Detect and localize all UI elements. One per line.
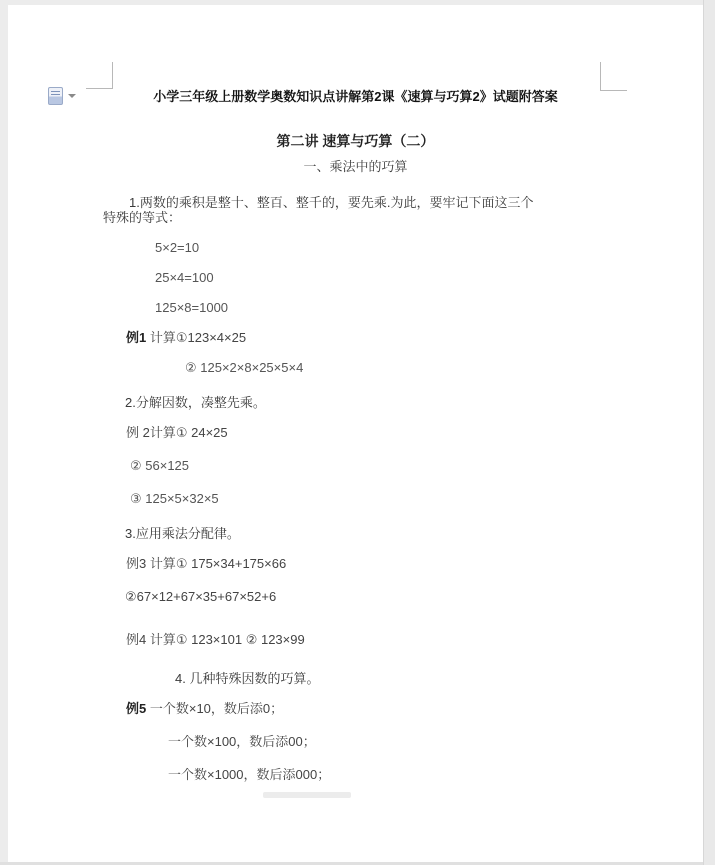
doc-line: 例4 计算① 123×101 ② 123×99 — [126, 632, 305, 647]
doc-line: 一个数×1000，数后添000； — [168, 767, 331, 782]
doc-line: 5×2=10 — [155, 240, 200, 255]
doc-line: ② 125×2×8×25×5×4 — [185, 360, 304, 375]
doc-line: 特殊的等式： — [103, 210, 182, 225]
doc-line: ③ 125×5×32×5 — [130, 491, 219, 506]
document-title: 小学三年级上册数学奥数知识点讲解第2课《速算与巧算2》试题附答案 — [153, 89, 558, 104]
lecture-heading: 第二讲 速算与巧算（二） — [276, 133, 435, 149]
window-edge-right — [703, 0, 715, 865]
text-boundary-mark-top-right — [600, 62, 628, 91]
doc-line: ② 56×125 — [130, 458, 190, 473]
document-page — [8, 5, 704, 862]
document-body — [8, 195, 703, 798]
doc-line: 例1 计算①123×4×25 — [126, 330, 247, 345]
doc-line: 2.分解因数，凑整先乘。 — [125, 395, 266, 410]
text-boundary-mark-top-left — [86, 62, 113, 89]
doc-line: ②67×12+67×35+67×52+6 — [125, 589, 277, 604]
chevron-down-icon — [68, 94, 76, 98]
paste-options-button[interactable] — [48, 83, 88, 109]
doc-line: 1.两数的乘积是整十、整百、整千的，要先乘.为此，要牢记下面这三个 — [129, 195, 534, 210]
doc-line: 一个数×100，数后添00； — [168, 734, 316, 749]
faded-text-remnant — [263, 792, 351, 798]
doc-line: 25×4=100 — [155, 270, 214, 285]
doc-line: 例 2计算① 24×25 — [126, 425, 228, 440]
doc-line: 例3 计算① 175×34+175×66 — [126, 556, 287, 571]
window-edge-left — [0, 0, 8, 865]
section-heading: 一、乘法中的巧算 — [303, 159, 408, 174]
clipboard-icon — [48, 87, 63, 105]
doc-line: 4. 几种特殊因数的巧算。 — [175, 671, 320, 686]
doc-line: 例5 一个数×10，数后添0； — [126, 701, 284, 716]
doc-line: 3.应用乘法分配律。 — [125, 526, 240, 541]
doc-line: 125×8=1000 — [155, 300, 229, 315]
